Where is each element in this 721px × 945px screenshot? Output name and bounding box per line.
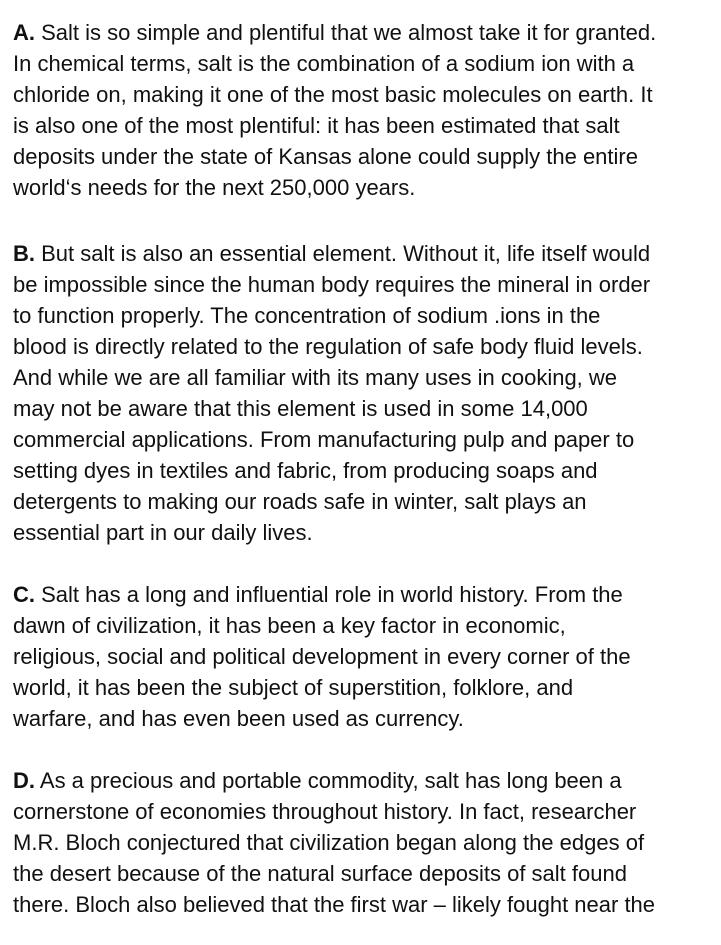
paragraph-line: And while we are all familiar with its many uses in cooking, we [13,365,618,390]
paragraph-line: warfare, and has even been used as currency. [13,706,464,731]
paragraph-line: blood is directly related to the regulation of safe body fluid levels. [13,334,643,359]
paragraph-marker: C. [13,582,35,607]
paragraph-marker: B. [13,241,35,266]
paragraph-text: But salt is also an essential element. Without it, life itself would [35,241,651,266]
paragraph-b [13,238,650,548]
paragraph-line: is also one of the most plentiful: it has been estimated that salt [13,113,620,138]
paragraph-line: commercial applications. From manufacturing pulp and paper to [13,427,635,452]
paragraph-line [13,765,655,796]
paragraph-line: dawn of civilization, it has been a key factor in economic, [13,613,566,638]
paragraph-line: be impossible since the human body requires the mineral in order [13,272,651,297]
paragraph-marker: A. [13,20,35,45]
paragraph-a [13,17,656,203]
paragraph-line: essential part in our daily lives. [13,520,313,545]
paragraph-line [13,579,631,610]
paragraph-line [13,238,650,269]
paragraph-line: world‘s needs for the next 250,000 years. [13,175,416,200]
paragraph-line: setting dyes in textiles and fabric, from producing soaps and [13,458,598,483]
paragraph-line: detergents to making our roads safe in winter, salt plays an [13,489,587,514]
paragraph-text: Salt is so simple and plentiful that we almost take it for granted. [35,20,657,45]
paragraph-line: cornerstone of economies throughout history. In fact, researcher [13,799,637,824]
paragraph-line: may not be aware that this element is used in some 14,000 [13,396,588,421]
paragraph-line: deposits under the state of Kansas alone could supply the entire [13,144,638,169]
paragraph-line: to function properly. The concentration of sodium .ions in the [13,303,601,328]
paragraph-line: M.R. Bloch conjectured that civilization began along the edges of [13,830,645,855]
paragraph-line [13,17,656,48]
paragraph-line: religious, social and political development in every corner of the [13,644,631,669]
paragraph-line: there. Bloch also believed that the first war – likely fought near the [13,892,656,917]
paragraph-d [13,765,655,920]
paragraph-text: As a precious and portable commodity, salt has long been a [35,768,622,793]
paragraph-c [13,579,631,734]
paragraph-marker: D. [13,768,35,793]
paragraph-line: In chemical terms, salt is the combination of a sodium ion with a [13,51,635,76]
paragraph-text: Salt has a long and influential role in world history. From the [35,582,623,607]
paragraph-line: world, it has been the subject of superstition, folklore, and [13,675,574,700]
paragraph-line: the desert because of the natural surface deposits of salt found [13,861,627,886]
paragraph-line: chloride on, making it one of the most basic molecules on earth. It [13,82,653,107]
